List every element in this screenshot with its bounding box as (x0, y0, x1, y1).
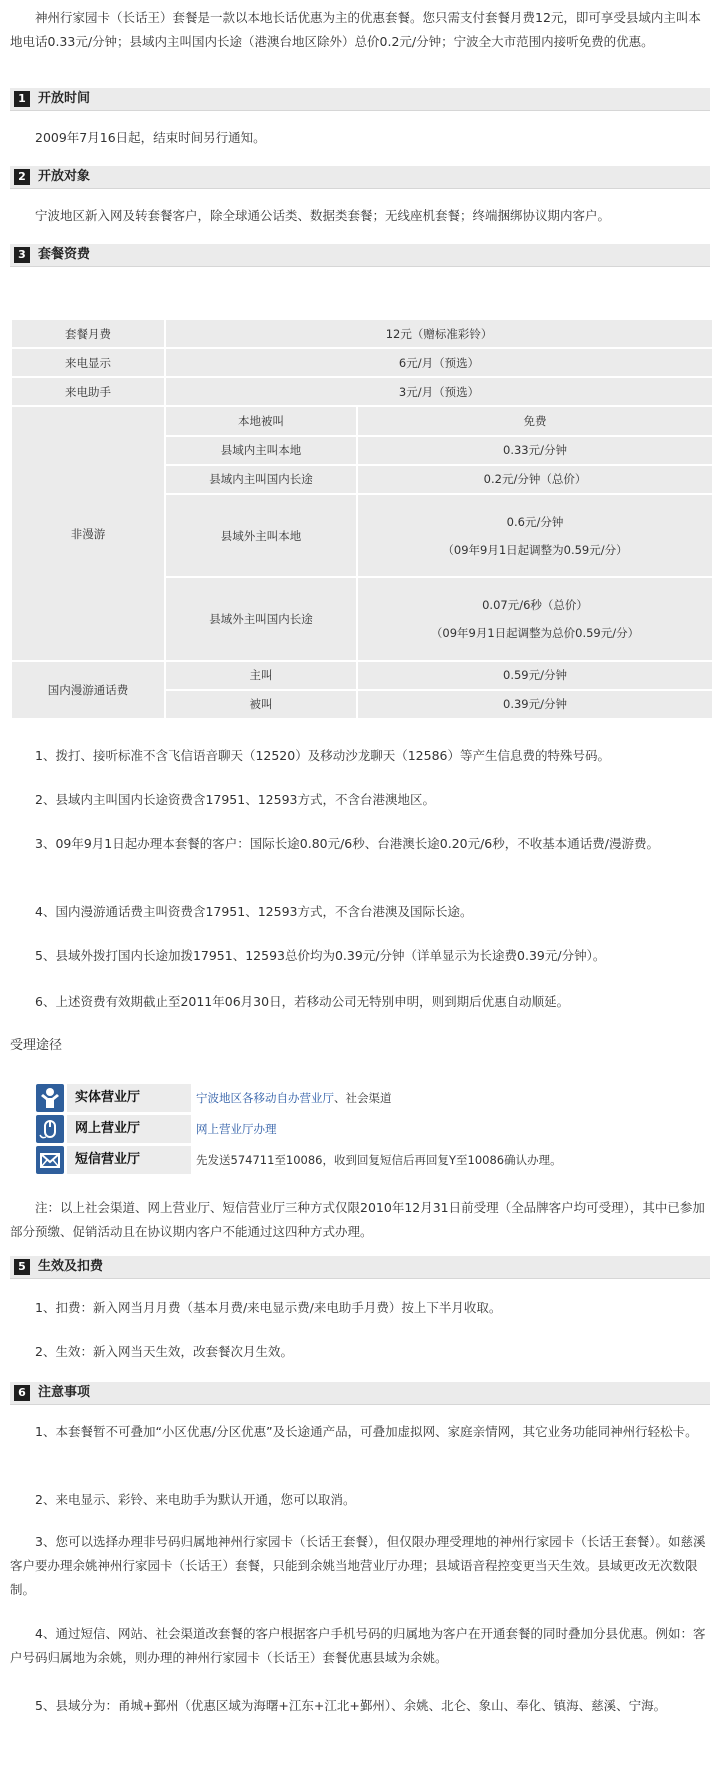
section-number: 6 (14, 1385, 30, 1401)
open-target-text: 宁波地区新入网及转套餐客户，除全球通公话类、数据类套餐；无线座机套餐；终端捆绑协议期内客户。 (35, 208, 611, 223)
channel-link[interactable]: 宁波地区各移动自办营业厅 (196, 1091, 334, 1105)
table-row (12, 662, 712, 689)
attention-item: 3、您可以选择办理非号码归属地神州行家园卡（长话王套餐），但仅限办理受理地的神州行家园卡（长话王套餐）。如慈溪客户要办理余姚神州行家园卡（长话王）套餐，只能到余姚当地营业厅办理；县域语音程控变更当天生效。县域更改无次数限制。 (10, 1534, 706, 1597)
open-time-text: 2009年7月16日起，结束时间另行通知。 (35, 130, 266, 145)
table-row (12, 349, 712, 376)
fee-value-cell (358, 578, 712, 659)
fee-value: 0.07元/6秒（总价） (482, 597, 588, 612)
channel-link[interactable]: 网上营业厅办理 (196, 1122, 277, 1136)
section-header-effect (10, 1256, 710, 1279)
fee-label: 被叫 (166, 691, 356, 718)
effect-item: 1、扣费：新入网当月月费（基本月费/来电显示费/来电助手月费）按上下半月收取。 (35, 1300, 502, 1315)
fee-note: 2、县域内主叫国内长途资费含17951、12593方式，不含台港澳地区。 (35, 792, 435, 807)
channel-desc (196, 1084, 392, 1112)
fee-label: 县域外主叫国内长途 (166, 578, 356, 659)
section-number: 1 (14, 91, 30, 107)
attention-item: 2、来电显示、彩铃、来电助手为默认开通，您可以取消。 (35, 1492, 356, 1507)
fee-table (10, 318, 714, 720)
table-row (12, 378, 712, 405)
section-header-open-target (10, 166, 710, 189)
channels-note: 注：以上社会渠道、网上营业厅、短信营业厅三种方式仅限2010年12月31日前受理（全品牌客户均可受理），其中已参加部分预缴、促销活动且在协议期内客户不能通过这四种方式办理。 (10, 1200, 705, 1239)
section-title: 开放时间 (38, 91, 91, 106)
section-title: 开放对象 (38, 169, 91, 184)
attention-item: 1、本套餐暂不可叠加“小区优惠/分区优惠”及长途通产品，可叠加虚拟网、家庭亲情网，其它业务功能同神州行轻松卡。 (35, 1424, 698, 1439)
fee-value: 免费 (358, 407, 712, 434)
fee-note: 4、国内漫游通话费主叫资费含17951、12593方式，不含台港澳及国际长途。 (35, 904, 473, 919)
fee-label: 来电助手 (12, 378, 164, 405)
fee-value: 0.6元/分钟 (506, 514, 564, 529)
fee-value-cell (358, 495, 712, 576)
channel-desc: 先发送574711至10086，收到回复短信后再回复Y至10086确认办理。 (196, 1153, 562, 1167)
fee-note: 6、上述资费有效期截止至2011年06月30日，若移动公司无特别申明，则到期后优惠自动顺延。 (35, 994, 570, 1009)
section-title: 生效及扣费 (38, 1259, 104, 1274)
fee-value: 12元（赠标准彩铃） (166, 320, 712, 347)
section-number: 3 (14, 247, 30, 263)
fee-value: 3元/月（预选） (166, 378, 712, 405)
attention-item: 4、通过短信、网站、社会渠道改套餐的客户根据客户手机号码的归属地为客户在开通套餐的同时叠加分县优惠。例如：客户号码归属地为余姚，则办理的神州行家园卡（长话王）套餐优惠县域为余姚。 (10, 1626, 706, 1665)
fee-value: 0.59元/分钟 (358, 662, 712, 689)
channel-name: 网上营业厅 (67, 1115, 191, 1143)
fee-label: 县域外主叫本地 (166, 495, 356, 576)
effect-item: 2、生效：新入网当天生效，改套餐次月生效。 (35, 1344, 293, 1359)
channel-desc (196, 1115, 277, 1143)
section-title: 套餐资费 (38, 247, 91, 262)
fee-group-label: 国内漫游通话费 (12, 662, 164, 718)
fee-label: 套餐月费 (12, 320, 164, 347)
fee-group-label: 非漫游 (12, 407, 164, 659)
channel-text: 、社会渠道 (334, 1091, 392, 1105)
fee-label: 来电显示 (12, 349, 164, 376)
channels-title: 受理途径 (10, 1038, 63, 1053)
section-header-fees (10, 244, 710, 267)
mouse-icon (36, 1115, 64, 1143)
fee-note: 1、拨打、接听标准不含飞信语音聊天（12520）及移动沙龙聊天（12586）等产生信息费的特殊号码。 (35, 748, 610, 763)
section-title: 注意事项 (38, 1385, 91, 1400)
attention-item: 5、县域分为：甬城+鄞州（优惠区域为海曙+江东+江北+鄞州）、余姚、北仑、象山、奉化、镇海、慈溪、宁海。 (35, 1698, 667, 1713)
fee-label: 县域内主叫国内长途 (166, 466, 356, 493)
fee-value: 0.39元/分钟 (358, 691, 712, 718)
section-header-open-time (10, 88, 710, 111)
table-row (12, 320, 712, 347)
fee-value-note: （09年9月1日起调整为总价0.59元/分） (430, 625, 640, 640)
fee-label: 县域内主叫本地 (166, 437, 356, 464)
section-header-attention (10, 1382, 710, 1405)
fee-value: 0.33元/分钟 (358, 437, 712, 464)
section-number: 5 (14, 1259, 30, 1275)
fee-value: 0.2元/分钟（总价） (358, 466, 712, 493)
person-icon (36, 1084, 64, 1112)
channel-name: 实体营业厅 (67, 1084, 191, 1112)
section-number: 2 (14, 169, 30, 185)
fee-note: 3、09年9月1日起办理本套餐的客户：国际长途0.80元/6秒、台港澳长途0.20元/6秒，不收基本通话费/漫游费。 (35, 836, 659, 851)
fee-label: 本地被叫 (166, 407, 356, 434)
channel-name: 短信营业厅 (67, 1146, 191, 1174)
fee-value-note: （09年9月1日起调整为0.59元/分） (442, 542, 628, 557)
fee-value: 6元/月（预选） (166, 349, 712, 376)
fee-label: 主叫 (166, 662, 356, 689)
envelope-icon (36, 1146, 64, 1174)
fee-note: 5、县域外拨打国内长途加拨17951、12593总价均为0.39元/分钟（详单显示为长途费0.39元/分钟）。 (35, 948, 606, 963)
table-row (12, 407, 712, 434)
channel-online (36, 1115, 716, 1143)
intro-text: 神州行家园卡（长话王）套餐是一款以本地长话优惠为主的优惠套餐。您只需支付套餐月费12元，即可享受县域内主叫本地电话0.33元/分钟；县域内主叫国内长途（港澳台地区除外）总价0.2元/分钟；宁波全大市范围内接听免费的优惠。 (10, 10, 701, 49)
channel-sms (36, 1146, 716, 1174)
channel-store (36, 1084, 716, 1112)
